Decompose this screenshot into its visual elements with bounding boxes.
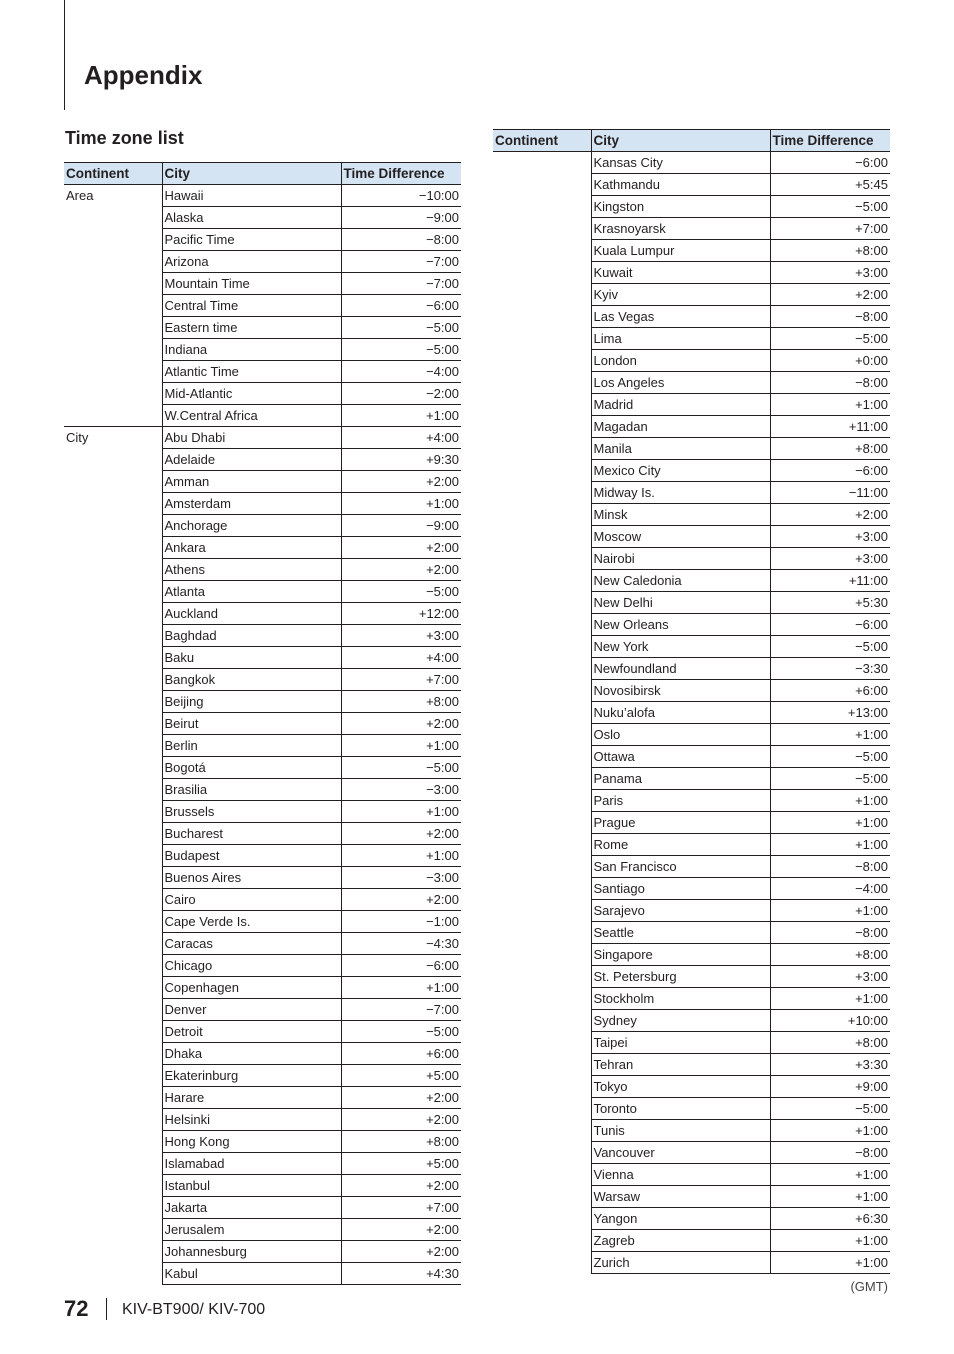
city-cell: Tunis: [591, 1120, 770, 1142]
city-cell: Rome: [591, 834, 770, 856]
city-cell: Central Time: [162, 295, 341, 317]
time-difference-cell: +3:00: [770, 966, 890, 988]
city-cell: Manila: [591, 438, 770, 460]
time-difference-cell: −5:00: [770, 1098, 890, 1120]
model-name: KIV-BT900/ KIV-700: [122, 1301, 266, 1318]
city-cell: Singapore: [591, 944, 770, 966]
city-cell: Harare: [162, 1087, 341, 1109]
time-difference-cell: +2:00: [341, 471, 461, 493]
city-cell: Mexico City: [591, 460, 770, 482]
time-difference-cell: +3:30: [770, 1054, 890, 1076]
time-difference-cell: +1:00: [341, 801, 461, 823]
time-difference-cell: +1:00: [341, 405, 461, 427]
city-cell: Vancouver: [591, 1142, 770, 1164]
city-cell: Berlin: [162, 735, 341, 757]
city-cell: Paris: [591, 790, 770, 812]
city-cell: Baku: [162, 647, 341, 669]
time-difference-cell: +1:00: [770, 1186, 890, 1208]
city-cell: Arizona: [162, 251, 341, 273]
time-difference-cell: +0:00: [770, 350, 890, 372]
city-cell: Minsk: [591, 504, 770, 526]
city-column-header: City: [162, 163, 341, 185]
time-difference-cell: −5:00: [770, 768, 890, 790]
city-cell: Los Angeles: [591, 372, 770, 394]
time-difference-cell: +1:00: [770, 900, 890, 922]
time-difference-cell: +3:00: [770, 262, 890, 284]
continent-column-header: Continent: [64, 163, 162, 185]
time-difference-cell: −4:00: [770, 878, 890, 900]
time-difference-cell: +8:00: [770, 1032, 890, 1054]
city-cell: Lima: [591, 328, 770, 350]
time-difference-cell: +3:00: [770, 526, 890, 548]
time-difference-cell: −6:00: [341, 295, 461, 317]
time-difference-cell: +6:00: [770, 680, 890, 702]
city-cell: Islamabad: [162, 1153, 341, 1175]
city-cell: Santiago: [591, 878, 770, 900]
time-difference-cell: +1:00: [770, 1230, 890, 1252]
city-cell: Zagreb: [591, 1230, 770, 1252]
city-cell: Chicago: [162, 955, 341, 977]
city-cell: Yangon: [591, 1208, 770, 1230]
city-cell: Bangkok: [162, 669, 341, 691]
city-cell: Cape Verde Is.: [162, 911, 341, 933]
time-difference-cell: −3:00: [341, 779, 461, 801]
header-rule: [64, 0, 65, 110]
time-difference-column-header: Time Difference: [770, 130, 890, 152]
time-difference-cell: +11:00: [770, 570, 890, 592]
time-difference-cell: +8:00: [341, 1131, 461, 1153]
page-number: 72: [64, 1296, 89, 1321]
time-difference-cell: +9:00: [770, 1076, 890, 1098]
time-difference-cell: −6:00: [770, 460, 890, 482]
city-cell: Newfoundland: [591, 658, 770, 680]
city-cell: Midway Is.: [591, 482, 770, 504]
time-difference-cell: −4:00: [341, 361, 461, 383]
city-cell: Amman: [162, 471, 341, 493]
time-difference-cell: −6:00: [770, 614, 890, 636]
time-difference-cell: +7:00: [770, 218, 890, 240]
time-difference-cell: −9:00: [341, 515, 461, 537]
city-cell: Cairo: [162, 889, 341, 911]
city-cell: Tehran: [591, 1054, 770, 1076]
time-difference-cell: −9:00: [341, 207, 461, 229]
city-cell: St. Petersburg: [591, 966, 770, 988]
time-difference-cell: +1:00: [770, 1164, 890, 1186]
time-difference-cell: −5:00: [770, 196, 890, 218]
time-difference-cell: +8:00: [770, 438, 890, 460]
city-cell: New Orleans: [591, 614, 770, 636]
city-cell: Copenhagen: [162, 977, 341, 999]
time-difference-cell: −3:30: [770, 658, 890, 680]
time-difference-cell: +5:00: [341, 1065, 461, 1087]
city-cell: Detroit: [162, 1021, 341, 1043]
time-difference-cell: −8:00: [770, 372, 890, 394]
time-difference-cell: +13:00: [770, 702, 890, 724]
time-difference-cell: +6:00: [341, 1043, 461, 1065]
time-difference-cell: +2:00: [341, 1109, 461, 1131]
continent-cell: City: [64, 427, 162, 1285]
time-difference-cell: −8:00: [770, 306, 890, 328]
city-cell: Hawaii: [162, 185, 341, 207]
city-cell: Atlanta: [162, 581, 341, 603]
city-cell: Taipei: [591, 1032, 770, 1054]
table-row: [493, 152, 890, 174]
city-cell: Nairobi: [591, 548, 770, 570]
time-difference-cell: +2:00: [341, 823, 461, 845]
city-cell: Kyiv: [591, 284, 770, 306]
time-difference-cell: −5:00: [341, 581, 461, 603]
continent-cell: Area: [64, 185, 162, 427]
city-cell: W.Central Africa: [162, 405, 341, 427]
time-difference-cell: −5:00: [341, 317, 461, 339]
time-difference-cell: +9:30: [341, 449, 461, 471]
city-cell: Magadan: [591, 416, 770, 438]
city-cell: New Caledonia: [591, 570, 770, 592]
city-cell: Prague: [591, 812, 770, 834]
city-cell: Amsterdam: [162, 493, 341, 515]
time-difference-cell: +2:00: [341, 559, 461, 581]
time-difference-cell: +1:00: [770, 1120, 890, 1142]
city-cell: Caracas: [162, 933, 341, 955]
city-cell: Eastern time: [162, 317, 341, 339]
time-difference-cell: +4:00: [341, 427, 461, 449]
city-cell: Bucharest: [162, 823, 341, 845]
time-difference-cell: −8:00: [770, 856, 890, 878]
city-cell: Brasilia: [162, 779, 341, 801]
gmt-note: (GMT): [850, 1279, 888, 1294]
time-difference-cell: −6:00: [770, 152, 890, 174]
time-difference-cell: −3:00: [341, 867, 461, 889]
time-difference-cell: +8:00: [341, 691, 461, 713]
city-cell: Bogotá: [162, 757, 341, 779]
time-difference-cell: +10:00: [770, 1010, 890, 1032]
city-cell: Oslo: [591, 724, 770, 746]
time-difference-column-header: Time Difference: [341, 163, 461, 185]
city-cell: Novosibirsk: [591, 680, 770, 702]
city-cell: Abu Dhabi: [162, 427, 341, 449]
city-cell: Vienna: [591, 1164, 770, 1186]
city-cell: Sarajevo: [591, 900, 770, 922]
table-header-row: [493, 130, 890, 152]
time-difference-cell: +2:00: [341, 889, 461, 911]
time-difference-cell: +2:00: [341, 713, 461, 735]
city-cell: Stockholm: [591, 988, 770, 1010]
time-difference-cell: +5:30: [770, 592, 890, 614]
city-cell: Sydney: [591, 1010, 770, 1032]
city-cell: Pacific Time: [162, 229, 341, 251]
time-difference-cell: +2:00: [770, 504, 890, 526]
city-cell: Budapest: [162, 845, 341, 867]
time-difference-cell: +1:00: [770, 394, 890, 416]
time-difference-cell: −7:00: [341, 273, 461, 295]
time-difference-cell: −6:00: [341, 955, 461, 977]
time-difference-cell: +12:00: [341, 603, 461, 625]
time-difference-cell: +2:00: [341, 1175, 461, 1197]
time-difference-cell: −7:00: [341, 999, 461, 1021]
time-difference-cell: −5:00: [770, 746, 890, 768]
city-cell: Seattle: [591, 922, 770, 944]
city-cell: Auckland: [162, 603, 341, 625]
time-difference-cell: +4:30: [341, 1263, 461, 1285]
time-difference-cell: +1:00: [770, 1252, 890, 1274]
continent-column-header: Continent: [493, 130, 591, 152]
city-cell: Kabul: [162, 1263, 341, 1285]
city-cell: Mountain Time: [162, 273, 341, 295]
city-cell: Beijing: [162, 691, 341, 713]
time-difference-cell: +3:00: [770, 548, 890, 570]
time-difference-cell: −5:00: [341, 1021, 461, 1043]
time-difference-cell: +1:00: [770, 988, 890, 1010]
time-difference-cell: +1:00: [341, 493, 461, 515]
city-cell: Zurich: [591, 1252, 770, 1274]
city-cell: Beirut: [162, 713, 341, 735]
city-cell: Kansas City: [591, 152, 770, 174]
time-difference-cell: +1:00: [341, 977, 461, 999]
city-cell: San Francisco: [591, 856, 770, 878]
city-cell: Ekaterinburg: [162, 1065, 341, 1087]
city-cell: Jerusalem: [162, 1219, 341, 1241]
city-cell: Las Vegas: [591, 306, 770, 328]
city-cell: Athens: [162, 559, 341, 581]
time-difference-cell: −4:30: [341, 933, 461, 955]
time-difference-cell: −5:00: [341, 757, 461, 779]
city-cell: London: [591, 350, 770, 372]
city-cell: Ankara: [162, 537, 341, 559]
time-difference-cell: +3:00: [341, 625, 461, 647]
time-difference-cell: −5:00: [770, 636, 890, 658]
city-cell: Buenos Aires: [162, 867, 341, 889]
city-cell: Kuala Lumpur: [591, 240, 770, 262]
time-difference-cell: +2:00: [341, 1241, 461, 1263]
time-difference-cell: +7:00: [341, 669, 461, 691]
city-cell: Dhaka: [162, 1043, 341, 1065]
time-difference-cell: +2:00: [770, 284, 890, 306]
time-difference-cell: +1:00: [770, 790, 890, 812]
city-cell: Atlantic Time: [162, 361, 341, 383]
table-row: [64, 185, 461, 207]
time-difference-cell: +8:00: [770, 240, 890, 262]
time-difference-cell: +8:00: [770, 944, 890, 966]
city-cell: Hong Kong: [162, 1131, 341, 1153]
time-difference-cell: −7:00: [341, 251, 461, 273]
city-cell: Krasnoyarsk: [591, 218, 770, 240]
time-difference-cell: +4:00: [341, 647, 461, 669]
city-cell: New York: [591, 636, 770, 658]
city-cell: Johannesburg: [162, 1241, 341, 1263]
time-difference-cell: +2:00: [341, 1219, 461, 1241]
time-zone-table-left: [64, 162, 461, 1285]
section-title: Time zone list: [65, 128, 184, 148]
time-difference-cell: +1:00: [341, 845, 461, 867]
city-cell: New Delhi: [591, 592, 770, 614]
time-difference-cell: −11:00: [770, 482, 890, 504]
city-cell: Kingston: [591, 196, 770, 218]
city-cell: Kuwait: [591, 262, 770, 284]
time-difference-cell: +7:00: [341, 1197, 461, 1219]
table-row: [64, 427, 461, 449]
city-cell: Jakarta: [162, 1197, 341, 1219]
time-difference-cell: −8:00: [341, 229, 461, 251]
city-cell: Moscow: [591, 526, 770, 548]
time-difference-cell: +5:45: [770, 174, 890, 196]
time-zone-table-right: [493, 129, 890, 1274]
time-difference-cell: +1:00: [770, 812, 890, 834]
continent-cell: [493, 152, 591, 1274]
city-cell: Alaska: [162, 207, 341, 229]
time-difference-cell: −8:00: [770, 922, 890, 944]
time-difference-cell: −5:00: [341, 339, 461, 361]
time-difference-cell: +1:00: [770, 724, 890, 746]
time-difference-cell: −2:00: [341, 383, 461, 405]
city-cell: Toronto: [591, 1098, 770, 1120]
time-difference-cell: +1:00: [770, 834, 890, 856]
time-difference-cell: +2:00: [341, 1087, 461, 1109]
time-difference-cell: +5:00: [341, 1153, 461, 1175]
city-cell: Baghdad: [162, 625, 341, 647]
footer-separator: [106, 1298, 107, 1320]
time-difference-cell: −1:00: [341, 911, 461, 933]
time-difference-cell: +6:30: [770, 1208, 890, 1230]
city-cell: Mid-Atlantic: [162, 383, 341, 405]
city-cell: Anchorage: [162, 515, 341, 537]
time-difference-cell: +1:00: [341, 735, 461, 757]
time-difference-cell: +11:00: [770, 416, 890, 438]
time-difference-cell: −10:00: [341, 185, 461, 207]
time-difference-cell: −8:00: [770, 1142, 890, 1164]
page-title: Appendix: [84, 60, 203, 90]
city-cell: Helsinki: [162, 1109, 341, 1131]
city-cell: Ottawa: [591, 746, 770, 768]
city-cell: Panama: [591, 768, 770, 790]
city-cell: Indiana: [162, 339, 341, 361]
city-cell: Brussels: [162, 801, 341, 823]
time-difference-cell: +2:00: [341, 537, 461, 559]
time-difference-cell: −5:00: [770, 328, 890, 350]
city-cell: Nuku’alofa: [591, 702, 770, 724]
city-cell: Istanbul: [162, 1175, 341, 1197]
city-cell: Kathmandu: [591, 174, 770, 196]
city-cell: Warsaw: [591, 1186, 770, 1208]
city-cell: Denver: [162, 999, 341, 1021]
table-header-row: [64, 163, 461, 185]
city-cell: Adelaide: [162, 449, 341, 471]
city-cell: Tokyo: [591, 1076, 770, 1098]
city-cell: Madrid: [591, 394, 770, 416]
city-column-header: City: [591, 130, 770, 152]
